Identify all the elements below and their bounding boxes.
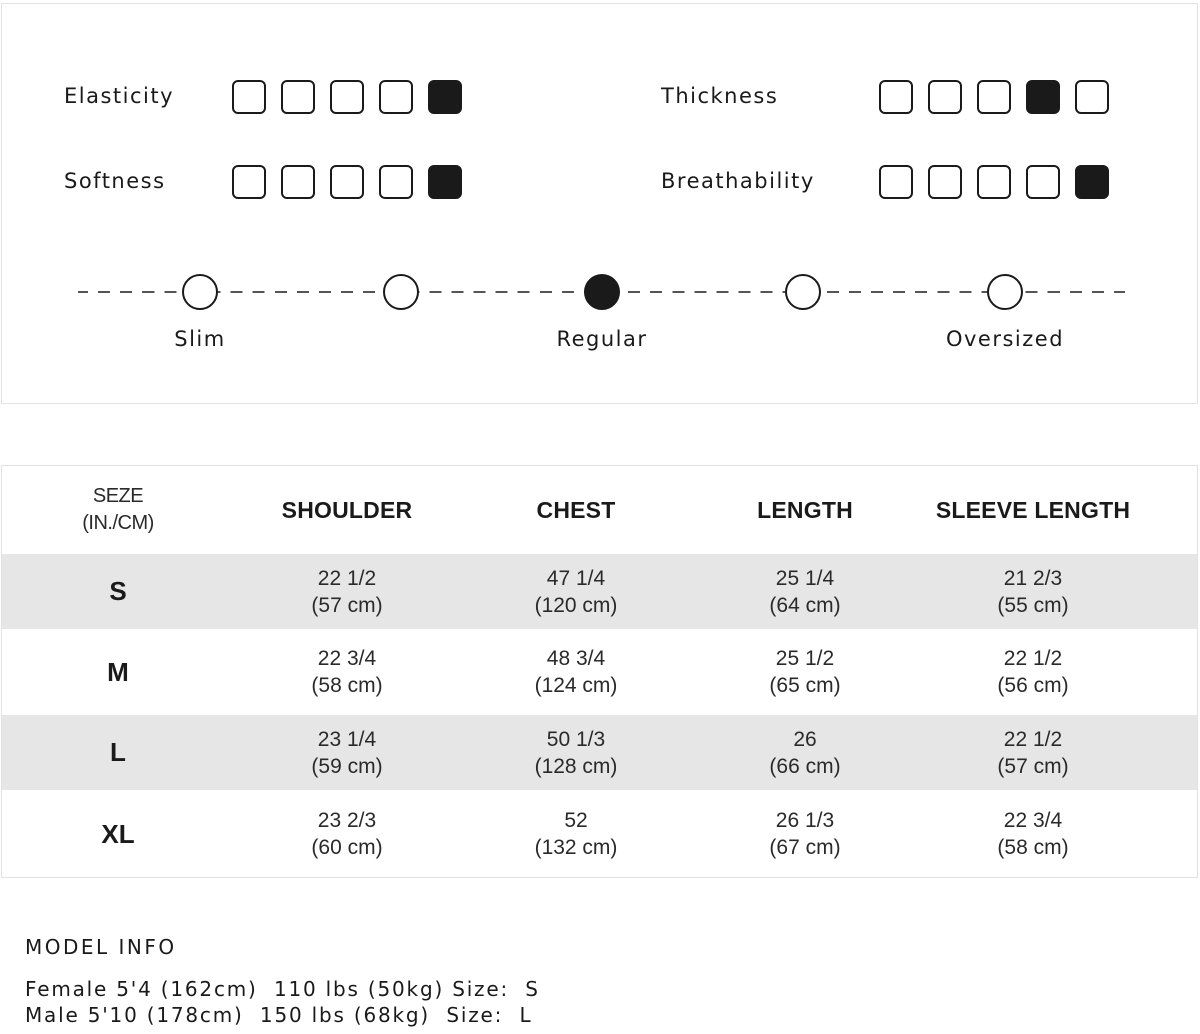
rating-box-thickness-4-filled [1026,80,1060,114]
value-cm: (58 cm) [311,674,383,697]
rating-box-elasticity-5-filled [428,80,462,114]
rating-box-softness-1 [232,165,266,199]
fit-label-slim: Slim [174,327,226,351]
table-cell [769,554,840,629]
fit-scale-dot-2 [383,274,419,310]
rating-boxes-softness [232,165,462,199]
table-cell [311,790,382,878]
size-chart-table [1,465,1198,878]
rating-box-thickness-5 [1075,80,1109,114]
value-inches: 21 2/3 [1003,566,1063,590]
header-length: LENGTH [757,496,853,523]
value-inches: 23 2/3 [317,809,377,832]
rating-box-thickness-1 [879,80,913,114]
value-inches: 22 3/4 [317,647,377,670]
value-inches: 22 3/4 [1003,809,1063,832]
rating-box-elasticity-2 [281,80,315,114]
table-cell [769,629,840,715]
value-cm: (57 cm) [997,754,1069,778]
table-cell [535,629,618,715]
value-inches: 25 1/2 [775,647,835,670]
value-cm: (58 cm) [997,836,1069,859]
rating-box-elasticity-1 [232,80,266,114]
value-cm: (59 cm) [311,754,383,778]
table-cell [311,554,382,629]
size-label: M [107,656,129,687]
value-inches: 50 1/3 [546,727,606,751]
table-header-row [2,466,1197,554]
attribute-label-softness: Softness [64,169,166,193]
value-inches: 26 1/3 [775,809,835,832]
value-inches: 22 1/2 [1003,727,1063,751]
header-size-column [82,466,154,554]
rating-box-breathability-1 [879,165,913,199]
rating-box-elasticity-4 [379,80,413,114]
attribute-label-elasticity: Elasticity [64,84,175,108]
rating-box-softness-2 [281,165,315,199]
rating-box-breathability-5-filled [1075,165,1109,199]
fit-scale [2,262,1199,362]
model-info-title: MODEL INFO [25,935,177,959]
fabric-characteristics-panel [1,3,1198,404]
rating-box-thickness-3 [977,80,1011,114]
value-cm: (64 cm) [769,593,841,617]
value-inches: 25 1/4 [775,566,835,590]
table-row-size-xl [2,790,1197,878]
header-size-label: SEZE [92,485,144,507]
table-cell [997,790,1068,878]
value-cm: (65 cm) [769,674,841,697]
value-cm: (57 cm) [311,593,383,617]
fit-scale-dot-3-selected [584,274,620,310]
fit-label-regular: Regular [556,327,648,351]
header-size-units: (IN./CM) [82,512,154,534]
table-cell [311,715,382,790]
size-label: S [109,576,127,606]
rating-boxes-thickness [879,80,1109,114]
table-cell [535,554,618,629]
table-cell [997,715,1068,790]
value-inches: 48 3/4 [546,647,606,670]
rating-box-breathability-2 [928,165,962,199]
fit-scale-dot-5 [987,274,1023,310]
fit-scale-dot-1 [182,274,218,310]
value-cm: (132 cm) [534,836,618,859]
rating-box-softness-4 [379,165,413,199]
rating-boxes-elasticity [232,80,462,114]
fit-scale-dot-4 [785,274,821,310]
table-cell [535,790,618,878]
table-cell [769,790,840,878]
table-cell [311,629,382,715]
size-label: XL [101,818,135,849]
rating-box-breathability-4 [1026,165,1060,199]
rating-box-softness-5-filled [428,165,462,199]
value-cm: (60 cm) [311,836,383,859]
table-row-size-l [2,715,1197,790]
attribute-label-thickness: Thickness [661,84,779,108]
table-cell [769,715,840,790]
value-inches: 22 1/2 [317,566,377,590]
rating-box-thickness-2 [928,80,962,114]
table-cell [535,715,618,790]
value-cm: (66 cm) [769,754,841,778]
value-inches: 47 1/4 [546,566,606,590]
fit-label-oversized: Oversized [945,327,1065,351]
rating-box-breathability-3 [977,165,1011,199]
header-chest: CHEST [536,496,616,523]
value-cm: (55 cm) [997,593,1069,617]
value-inches: 22 1/2 [1003,647,1063,670]
size-label: L [110,737,126,767]
table-row-size-s [2,554,1197,629]
model-info-male: Male 5'10 (178cm) 150 lbs (68kg) Size: L [25,1003,533,1027]
value-cm: (67 cm) [769,836,841,859]
value-cm: (128 cm) [534,754,618,778]
model-info-female: Female 5'4 (162cm) 110 lbs (50kg) Size: S [25,977,540,1001]
header-shoulder: SHOULDER [281,496,413,523]
value-inches: 26 [793,727,817,751]
value-cm: (124 cm) [534,674,618,697]
table-row-size-m [2,629,1197,715]
rating-box-softness-3 [330,165,364,199]
attribute-label-breathability: Breathability [661,169,815,193]
value-cm: (120 cm) [534,593,618,617]
value-cm: (56 cm) [997,674,1069,697]
value-inches: 23 1/4 [317,727,377,751]
table-cell [997,629,1068,715]
rating-box-elasticity-3 [330,80,364,114]
rating-boxes-breathability [879,165,1109,199]
table-cell [997,554,1068,629]
header-sleeve-length: SLEEVE LENGTH [935,496,1131,523]
value-inches: 52 [564,809,588,832]
